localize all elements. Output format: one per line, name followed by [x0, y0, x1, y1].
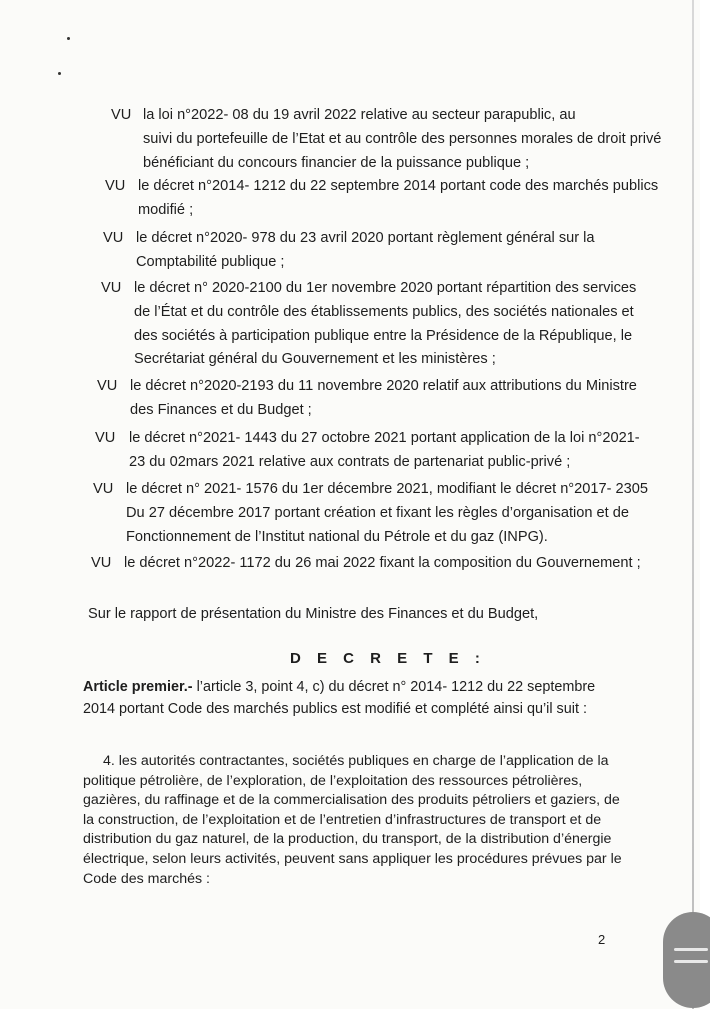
- paragraph-line: distribution du gaz naturel, de la production, du transport, de la distribution d’énergie: [83, 831, 612, 848]
- paragraph-line: Code des marchés :: [83, 870, 210, 887]
- scan-speck: [67, 37, 70, 40]
- visa-line: le décret n°2021- 1443 du 27 octobre 2021 portant application de la loi n°2021-: [129, 430, 640, 446]
- vu-label: VU: [111, 107, 132, 123]
- vu-label: VU: [97, 378, 118, 394]
- page-edge: [692, 0, 694, 1009]
- paragraph-line: gazières, du raffinage et de la commercialisation des produits pétroliers et gaziers, de: [83, 792, 620, 809]
- article-premier: [83, 676, 595, 720]
- grip-icon: [674, 960, 708, 963]
- visa-line: le décret n° 2021- 1576 du 1er décembre 2021, modifiant le décret n°2017- 2305: [126, 481, 648, 497]
- visa-line: Fonctionnement de l’Institut national du Pétrole et du gaz (INPG).: [126, 528, 548, 545]
- paragraph-line: 4. les autorités contractantes, sociétés publiques en charge de l’application de la: [103, 753, 609, 769]
- vu-label: VU: [93, 481, 114, 497]
- visa-line: le décret n°2014- 1212 du 22 septembre 2014 portant code des marchés publics: [138, 178, 659, 194]
- paragraph-line: électrique, selon leurs activités, peuvent sans appliquer les procédures prévues par le: [83, 850, 622, 867]
- visa-line: 23 du 02mars 2021 relative aux contrats de partenariat public-privé ;: [129, 453, 571, 470]
- grip-icon: [674, 948, 708, 951]
- article-heading: Article premier.-: [83, 679, 193, 695]
- visa-line: de l’État et du contrôle des établissements publics, des sociétés nationales et: [134, 303, 634, 320]
- vu-label: VU: [101, 280, 122, 296]
- visa-line: bénéficiant du concours financier de la puissance publique ;: [143, 154, 530, 171]
- visa-line: modifié ;: [138, 201, 194, 218]
- visa-line: le décret n° 2020-2100 du 1er novembre 2020 portant répartition des services: [134, 280, 637, 296]
- vu-label: VU: [91, 555, 112, 571]
- visa-line: suivi du portefeuille de l’Etat et au contrôle des personnes morales de droit privé: [143, 130, 662, 147]
- visa-line: des sociétés à participation publique entre la Présidence de la République, le: [134, 327, 633, 344]
- visa-line: le décret n°2020-2193 du 11 novembre 2020 relatif aux attributions du Ministre: [130, 378, 637, 394]
- paragraph-line: la construction, de l’exploitation et de l’entretien d’infrastructures de transport et de: [83, 811, 602, 828]
- rapport-line: Sur le rapport de présentation du Ministre des Finances et du Budget,: [88, 606, 539, 622]
- article-text: 2014 portant Code des marchés publics est modifié et complété ainsi qu’il suit :: [83, 701, 587, 717]
- point-4-paragraph: [83, 752, 622, 889]
- decrete-heading: D E C R E T E :: [290, 650, 486, 667]
- visa-line: Secrétariat général du Gouvernement et les ministères ;: [134, 351, 496, 368]
- page-number: 2: [598, 932, 606, 947]
- visa-line: la loi n°2022- 08 du 19 avril 2022 relative au secteur parapublic, au: [143, 107, 576, 123]
- visa-line: Comptabilité publique ;: [136, 253, 285, 270]
- visa-line: le décret n°2022- 1172 du 26 mai 2022 fixant la composition du Gouvernement ;: [124, 555, 641, 571]
- scan-speck: [58, 72, 61, 75]
- vu-label: VU: [103, 230, 124, 246]
- vu-label: VU: [95, 430, 116, 446]
- visa-line: Du 27 décembre 2017 portant création et fixant les règles d’organisation et de: [126, 504, 629, 521]
- visa-line: le décret n°2020- 978 du 23 avril 2020 portant règlement général sur la: [136, 230, 595, 246]
- vu-label: VU: [105, 178, 126, 194]
- paragraph-line: politique pétrolière, de l’exploration, de l’exploitation des ressources pétrolières,: [83, 772, 583, 789]
- visa-line: des Finances et du Budget ;: [130, 401, 312, 418]
- article-text: l’article 3, point 4, c) du décret n° 2014- 1212 du 22 septembre: [192, 679, 596, 695]
